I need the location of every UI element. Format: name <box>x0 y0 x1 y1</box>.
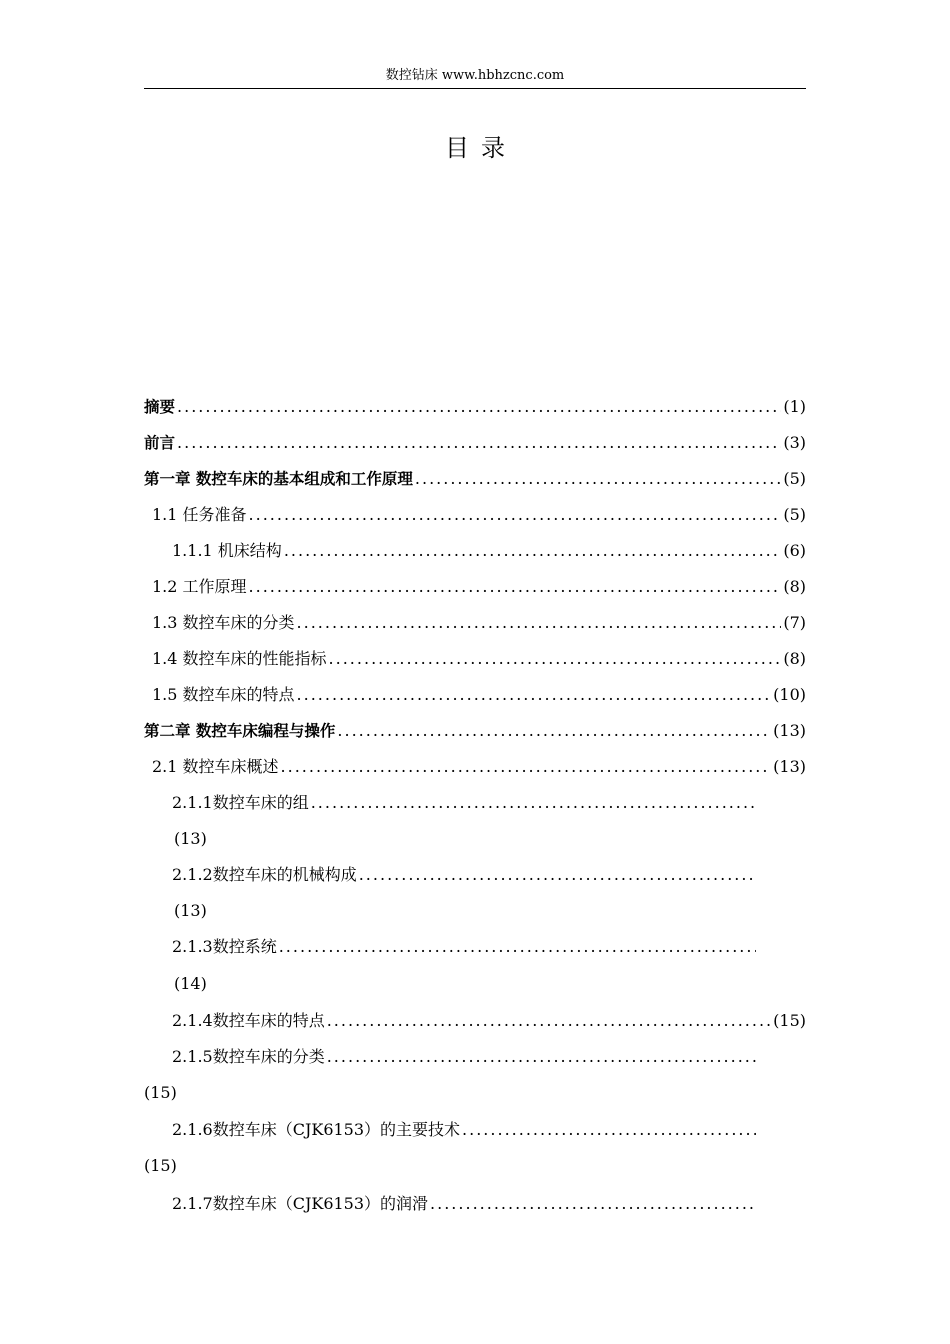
dot-leader <box>311 785 756 821</box>
dot-leader <box>337 713 771 749</box>
toc-entry[interactable] <box>144 497 806 533</box>
toc-entry-page: (1) <box>783 397 806 416</box>
toc-entry-label: 1.1.1 机床结构 <box>172 541 282 560</box>
toc-entry[interactable] <box>144 785 758 821</box>
toc-entry-page: (5) <box>783 505 806 524</box>
toc-entry-page: (6) <box>783 541 806 560</box>
toc-entry-label: 1.2 工作原理 <box>152 577 247 596</box>
toc-entry[interactable] <box>144 857 758 893</box>
toc-entry-page: (10) <box>773 685 806 704</box>
toc-entry-label: 摘要 <box>144 398 176 416</box>
toc-entry-label: 2.1.7数控车床（CJK6153）的润滑 <box>172 1194 429 1213</box>
toc-entry-page: (15) <box>144 1156 177 1175</box>
dot-leader <box>249 497 782 533</box>
dot-leader <box>327 1039 756 1075</box>
toc-entry[interactable] <box>144 1112 758 1148</box>
toc-entry-page: (13) <box>773 721 806 740</box>
toc-entry[interactable] <box>144 461 806 497</box>
toc-entry-page: (14) <box>174 974 207 993</box>
toc-entry-page: (8) <box>783 577 806 596</box>
dot-leader <box>177 389 781 425</box>
dot-leader <box>462 1112 756 1148</box>
toc-entry-label: 1.3 数控车床的分类 <box>152 613 295 632</box>
toc-entry-label: 第二章 数控车床编程与操作 <box>144 722 336 740</box>
toc-entry[interactable] <box>144 425 806 461</box>
toc-title: 目录 <box>445 134 517 162</box>
toc-entry-label: 2.1.3数控系统 <box>172 937 277 956</box>
dot-leader <box>177 425 781 461</box>
toc-entry[interactable] <box>144 677 806 713</box>
toc-entry-page: (13) <box>174 829 207 848</box>
toc-entry[interactable] <box>144 389 806 425</box>
toc-entry-page: (15) <box>144 1083 177 1102</box>
toc-entry[interactable] <box>144 1186 758 1222</box>
toc-entry-page: (5) <box>783 469 806 488</box>
toc-entry-label: 1.4 数控车床的性能指标 <box>152 649 327 668</box>
dot-leader <box>297 605 782 641</box>
toc-entry-page: (3) <box>783 433 806 452</box>
dot-leader <box>430 1186 756 1222</box>
dot-leader <box>359 857 756 893</box>
toc-entry-label: 2.1.2数控车床的机械构成 <box>172 865 357 884</box>
toc-entry[interactable] <box>144 929 758 965</box>
toc-entry-label: 2.1.5数控车床的分类 <box>172 1047 325 1066</box>
toc-entry-label: 第一章 数控车床的基本组成和工作原理 <box>144 470 413 488</box>
dot-leader <box>415 461 781 497</box>
toc-entry-label: 前言 <box>144 434 176 452</box>
dot-leader <box>329 641 782 677</box>
toc-entry-label: 1.5 数控车床的特点 <box>152 685 295 704</box>
toc-entry-page: (13) <box>773 757 806 776</box>
toc-entry-label: 2.1.1数控车床的组 <box>172 793 309 812</box>
toc-entry-page: (7) <box>783 613 806 632</box>
toc-entry-page: (15) <box>773 1011 806 1030</box>
dot-leader <box>249 569 782 605</box>
toc-entry[interactable] <box>144 533 806 569</box>
dot-leader <box>297 677 772 713</box>
toc-entry-label: 2.1 数控车床概述 <box>152 757 279 776</box>
dot-leader <box>281 749 772 785</box>
toc-entry-label: 1.1 任务准备 <box>152 505 247 524</box>
dot-leader <box>284 533 782 569</box>
toc-entry[interactable] <box>144 713 806 749</box>
toc-entry[interactable] <box>144 605 806 641</box>
toc-entry[interactable] <box>144 641 806 677</box>
toc-entry[interactable] <box>144 1039 758 1075</box>
page-header: 数控钻床 www.hbhzcnc.com <box>144 64 806 89</box>
toc-entry[interactable] <box>144 569 806 605</box>
toc-entry-label: 2.1.4数控车床的特点 <box>172 1011 325 1030</box>
toc-entry-label: 2.1.6数控车床（CJK6153）的主要技术 <box>172 1120 461 1139</box>
dot-leader <box>279 929 756 965</box>
toc-entry[interactable] <box>144 1003 806 1039</box>
dot-leader <box>327 1003 771 1039</box>
toc-entry-page: (13) <box>174 901 207 920</box>
toc-entry[interactable] <box>144 749 806 785</box>
toc-entry-page: (8) <box>783 649 806 668</box>
